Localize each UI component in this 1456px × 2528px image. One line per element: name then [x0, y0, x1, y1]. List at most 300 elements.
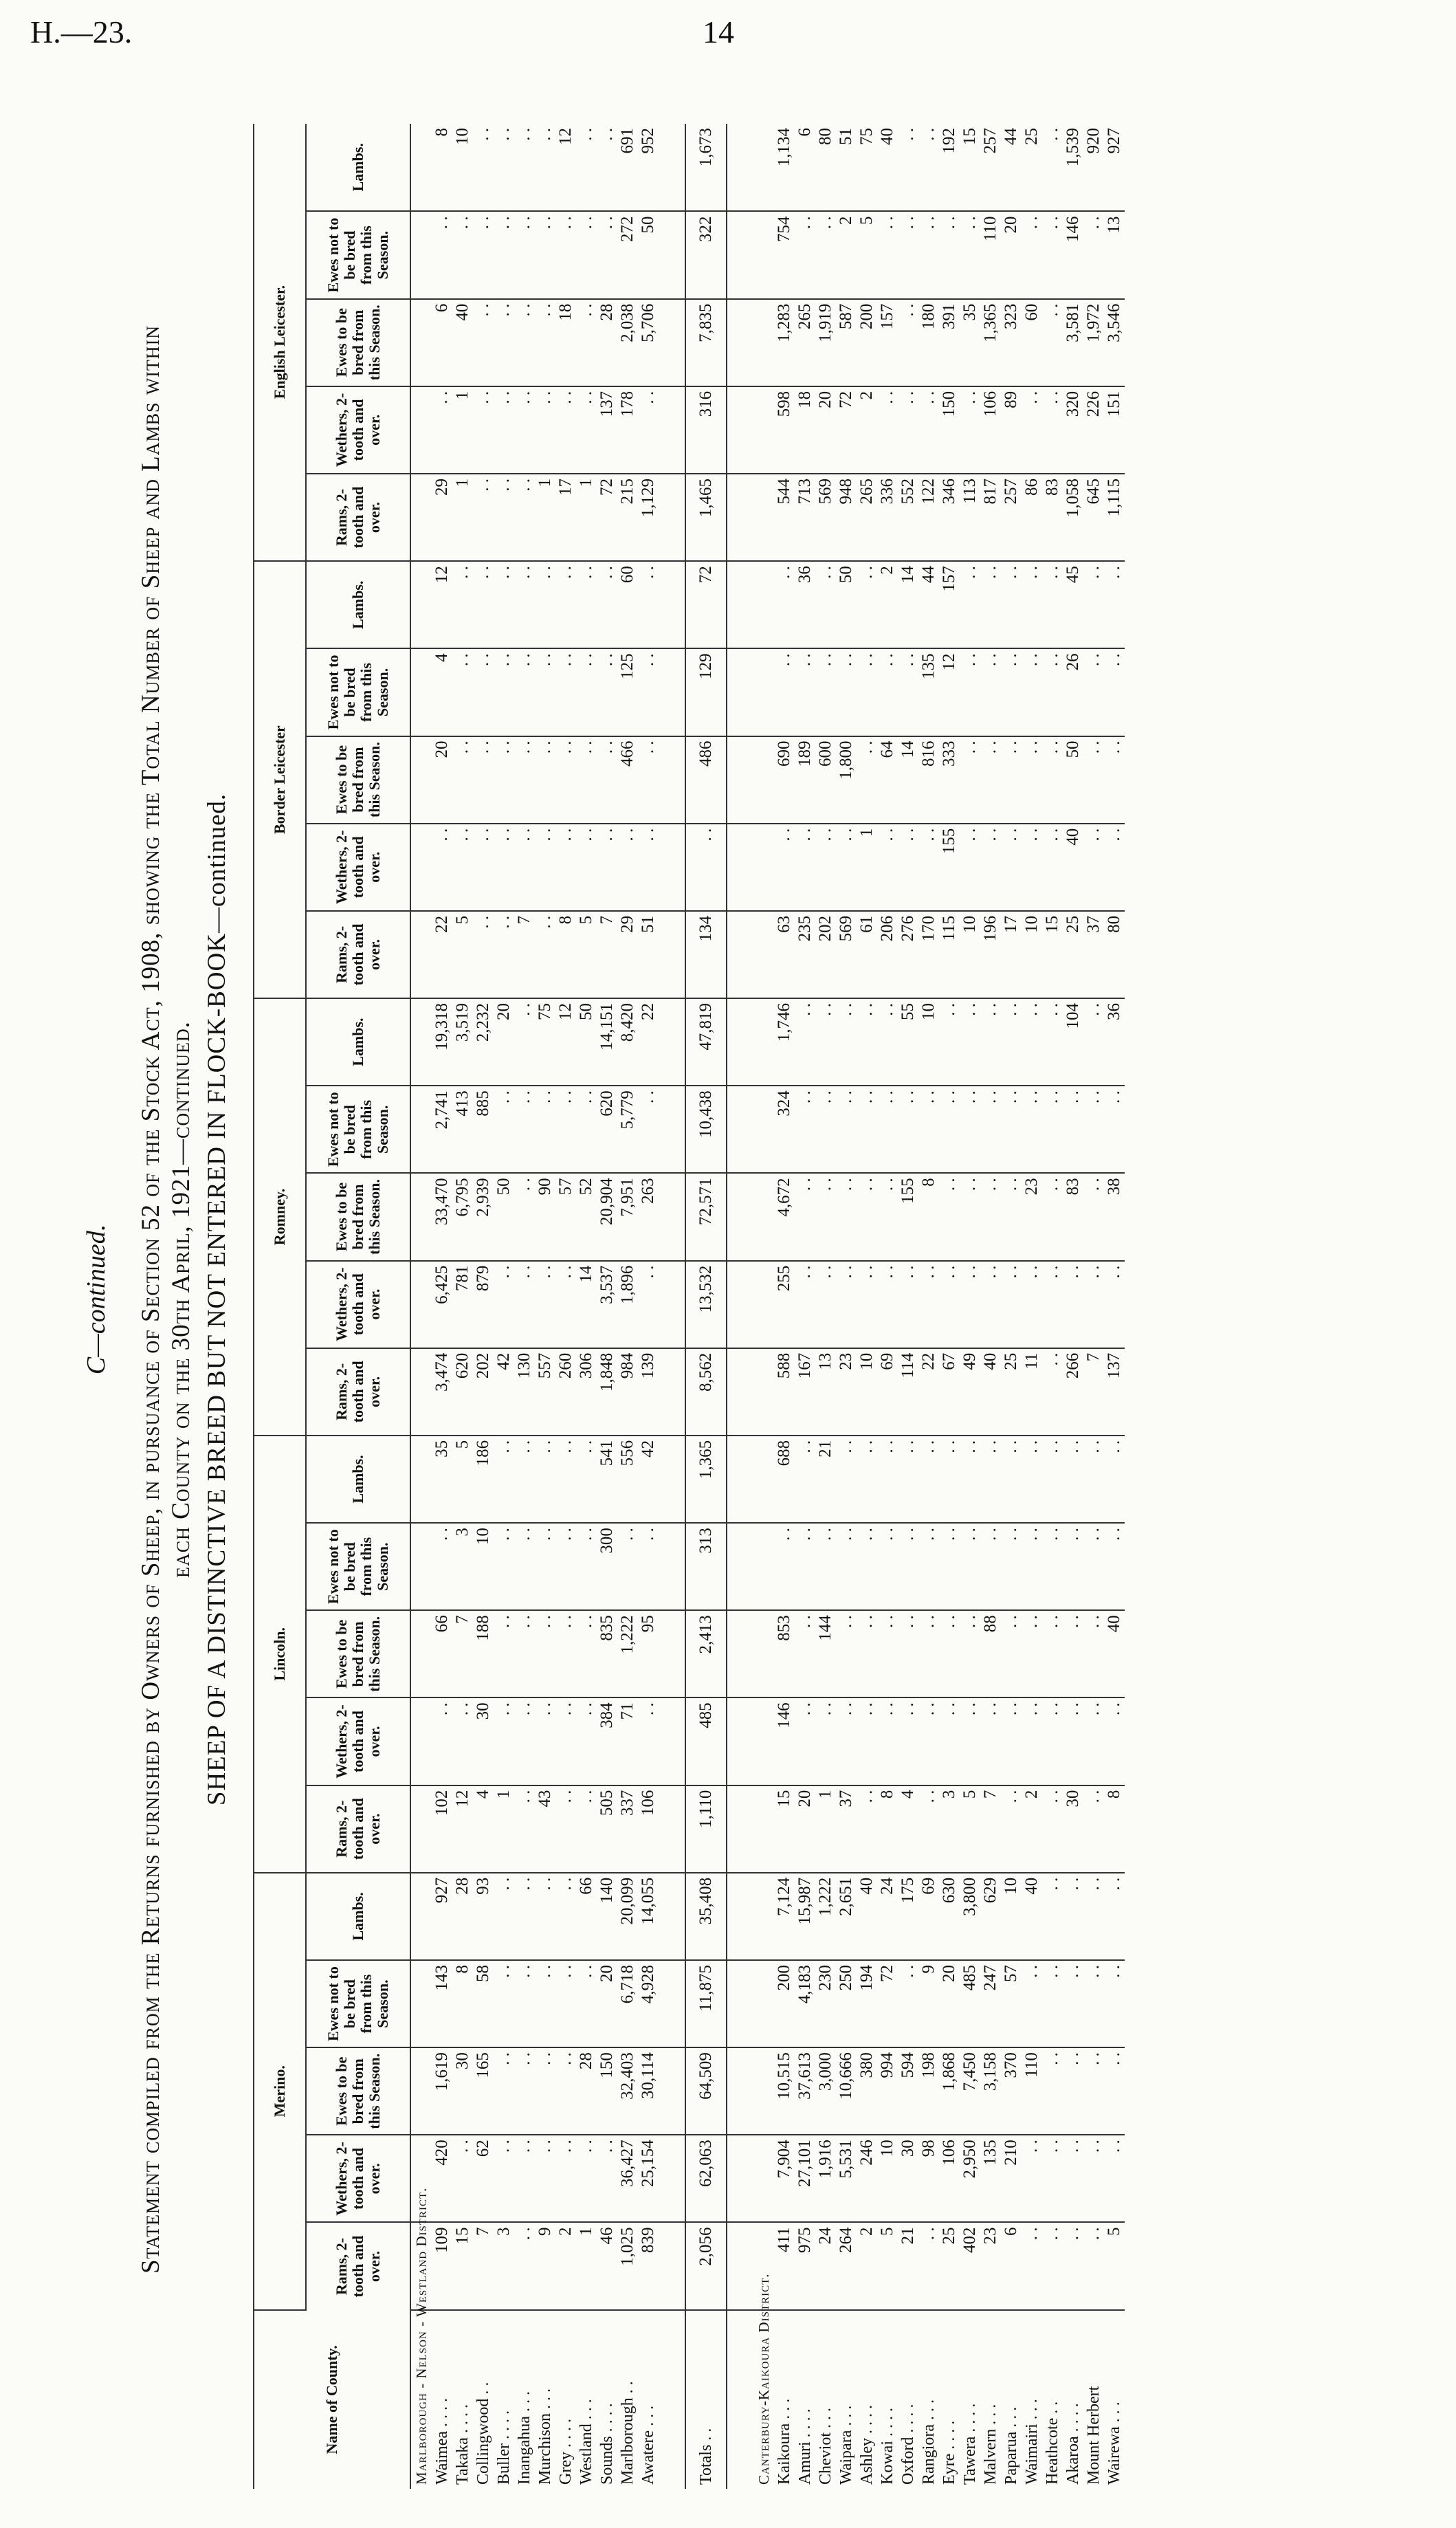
value-cell: . .	[1083, 1785, 1104, 1873]
column-header: Lambs.	[306, 561, 410, 648]
value-cell: 23	[980, 2222, 1001, 2309]
value-cell: . .	[494, 648, 514, 736]
county-row	[939, 124, 960, 2489]
value-cell: . .	[918, 1523, 939, 1610]
value-cell: 206	[877, 911, 898, 998]
value-cell: . .	[939, 1173, 960, 1260]
value-cell: . .	[638, 1261, 659, 1348]
value-cell: . .	[494, 1960, 514, 2047]
value-cell: 23	[1022, 1173, 1042, 1260]
value-cell: . .	[918, 1261, 939, 1348]
statement-line-3: SHEEP OF A DISTINCTIVE BREED BUT NOT ENTERED IN FLOCK-BOOK—continued.	[203, 793, 231, 1806]
value-cell: 3,800	[960, 1873, 980, 1960]
value-cell: . .	[918, 824, 939, 911]
value-cell: 5	[857, 211, 877, 298]
value-cell: . .	[1001, 1086, 1022, 1173]
value-cell: 260	[555, 1348, 576, 1436]
value-cell: . .	[857, 1697, 877, 1785]
value-cell: 6	[1001, 2222, 1022, 2309]
value-cell: 25	[1022, 124, 1042, 211]
county-name: Malvern . . .	[982, 2404, 1000, 2485]
value-cell: . .	[795, 1173, 815, 1260]
value-cell: . .	[1083, 1436, 1104, 1523]
value-cell: . .	[514, 1785, 535, 1873]
value-cell: 36,427	[617, 2135, 638, 2222]
value-cell: 370	[1001, 2047, 1022, 2135]
empty-cell	[410, 1523, 432, 1610]
value-cell: 28	[597, 299, 617, 386]
value-cell: . .	[1042, 124, 1063, 211]
value-cell: . .	[960, 1523, 980, 1610]
county-name: Sounds . . . .	[598, 2403, 616, 2485]
value-cell: . .	[980, 1697, 1001, 1785]
empty-cell	[410, 998, 432, 1086]
value-cell: . .	[576, 211, 597, 298]
value-cell: 975	[795, 2222, 815, 2309]
value-cell: . .	[918, 1697, 939, 1785]
value-cell: 276	[898, 911, 918, 998]
value-cell: 24	[815, 2222, 836, 2309]
value-cell: 2	[555, 2222, 576, 2309]
value-cell: . .	[535, 2047, 555, 2135]
county-name: Rangiora . . .	[920, 2399, 938, 2485]
value-cell: . .	[1022, 736, 1042, 824]
value-cell: 754	[774, 211, 795, 298]
value-cell: . .	[535, 1436, 555, 1523]
value-cell: . .	[1083, 561, 1104, 648]
value-cell: . .	[1042, 1785, 1063, 1873]
value-cell: 113	[960, 474, 980, 561]
value-cell: . .	[877, 211, 898, 298]
value-cell: . .	[857, 1173, 877, 1260]
district-name: Canterbury-Kaikoura District.	[755, 2273, 772, 2485]
value-cell: . .	[1104, 1436, 1125, 1523]
value-cell: 4,672	[774, 1173, 795, 1260]
value-cell: 139	[638, 1348, 659, 1436]
spacer-row	[659, 124, 685, 2489]
value-cell: . .	[1022, 1523, 1042, 1610]
value-cell: 246	[857, 2135, 877, 2222]
value-cell: 12	[939, 648, 960, 736]
county-name: Takaka . . . .	[454, 2404, 472, 2485]
value-cell: . .	[473, 386, 494, 474]
empty-cell	[410, 648, 432, 736]
district-heading-row	[410, 124, 432, 2489]
value-cell: 411	[774, 2222, 795, 2309]
value-cell: . .	[815, 998, 836, 1086]
value-cell: . .	[576, 1960, 597, 2047]
empty-cell	[410, 1873, 432, 1960]
county-name: Heathcote . .	[1044, 2401, 1061, 2485]
value-cell: 1,868	[939, 2047, 960, 2135]
empty-cell	[410, 1261, 432, 1348]
value-cell: 29	[617, 911, 638, 998]
value-cell: . .	[473, 211, 494, 298]
value-cell: 8	[1104, 1785, 1125, 1873]
value-cell: 165	[473, 2047, 494, 2135]
value-cell: 235	[795, 911, 815, 998]
value-cell: 10	[877, 2135, 898, 2222]
value-cell: . .	[638, 1086, 659, 1173]
county-name: Marlborough . .	[619, 2381, 637, 2485]
value-cell: 66	[432, 1610, 452, 1697]
value-cell: . .	[918, 124, 939, 211]
value-cell: 1,283	[774, 299, 795, 386]
value-cell: 1	[857, 824, 877, 911]
value-cell: . .	[597, 2135, 617, 2222]
breed-header-border-leicester: Border Leicester	[254, 561, 306, 998]
value-cell: 247	[980, 1960, 1001, 2047]
value-cell: . .	[452, 561, 473, 648]
value-cell: . .	[432, 386, 452, 474]
value-cell: 25	[1001, 1348, 1022, 1436]
empty-cell	[410, 474, 432, 561]
value-cell: 83	[1042, 474, 1063, 561]
value-cell: . .	[1042, 299, 1063, 386]
value-cell: 7	[1083, 1348, 1104, 1436]
value-cell: 50	[1063, 736, 1083, 824]
value-cell: . .	[1063, 1960, 1083, 2047]
value-cell: 15,987	[795, 1873, 815, 1960]
value-cell: . .	[939, 998, 960, 1086]
value-cell: . .	[918, 1086, 939, 1173]
value-cell: . .	[1104, 1086, 1125, 1173]
empty-cell	[753, 1436, 774, 1523]
value-cell: . .	[774, 824, 795, 911]
value-cell: . .	[1042, 1348, 1063, 1436]
value-cell: . .	[555, 1436, 576, 1523]
value-cell: 1,222	[617, 1610, 638, 1697]
value-cell: 1,673	[685, 124, 727, 211]
value-cell: 71	[617, 1697, 638, 1785]
empty-cell	[659, 1610, 685, 1697]
value-cell: 8	[432, 124, 452, 211]
value-cell: . .	[1063, 2047, 1083, 2135]
value-cell: . .	[535, 1873, 555, 1960]
value-cell: 3,537	[597, 1261, 617, 1348]
column-header: Ewes not to be bred from this Season.	[306, 211, 410, 298]
empty-cell	[410, 911, 432, 998]
value-cell: . .	[555, 648, 576, 736]
value-cell: . .	[494, 911, 514, 998]
value-cell: . .	[514, 1261, 535, 1348]
value-cell: . .	[494, 736, 514, 824]
value-cell: . .	[576, 1436, 597, 1523]
value-cell: . .	[836, 1173, 857, 1260]
value-cell: 106	[980, 386, 1001, 474]
county-name: Waimea . . . .	[433, 2397, 451, 2485]
value-cell: . .	[898, 1261, 918, 1348]
value-cell: 505	[597, 1785, 617, 1873]
value-cell: 7,904	[774, 2135, 795, 2222]
value-cell: . .	[473, 648, 494, 736]
value-cell: . .	[514, 1523, 535, 1610]
county-row	[918, 124, 939, 2489]
value-cell: 2	[836, 211, 857, 298]
value-cell: . .	[1022, 1086, 1042, 1173]
value-cell: . .	[960, 1436, 980, 1523]
value-cell: . .	[1001, 1261, 1022, 1348]
value-cell: 4	[473, 1785, 494, 1873]
value-cell: . .	[836, 998, 857, 1086]
value-cell: 6	[795, 124, 815, 211]
value-cell: 413	[452, 1086, 473, 1173]
value-cell: 135	[918, 648, 939, 736]
value-cell: . .	[576, 2135, 597, 2222]
value-cell: . .	[576, 1523, 597, 1610]
value-cell: . .	[980, 824, 1001, 911]
value-cell: 2,741	[432, 1086, 452, 1173]
value-cell: . .	[494, 124, 514, 211]
value-cell: 90	[535, 1173, 555, 1260]
value-cell: 337	[617, 1785, 638, 1873]
value-cell: 230	[815, 1960, 836, 2047]
value-cell: . .	[1022, 824, 1042, 911]
continued-title: C—continued.	[82, 1224, 111, 1375]
value-cell: 40	[1104, 1610, 1125, 1697]
value-cell: 5,779	[617, 1086, 638, 1173]
empty-cell	[727, 1873, 753, 1960]
value-cell: 1	[494, 1785, 514, 1873]
district-heading-row	[753, 124, 774, 2489]
value-cell: 80	[1104, 911, 1125, 998]
value-cell: . .	[898, 299, 918, 386]
value-cell: . .	[1042, 1436, 1063, 1523]
empty-cell	[727, 1785, 753, 1873]
value-cell: 384	[597, 1697, 617, 1785]
column-header: Ewes not to be bred from this Season.	[306, 1523, 410, 1610]
value-cell: . .	[494, 211, 514, 298]
value-cell: 28	[452, 1873, 473, 1960]
value-cell: . .	[555, 1610, 576, 1697]
value-cell: . .	[638, 1523, 659, 1610]
value-cell: 20	[795, 1785, 815, 1873]
value-cell: 26	[1063, 648, 1083, 736]
value-cell: . .	[877, 1610, 898, 1697]
value-cell: . .	[494, 561, 514, 648]
value-cell: 3,519	[452, 998, 473, 1086]
value-cell: . .	[638, 561, 659, 648]
value-cell: . .	[494, 824, 514, 911]
value-cell: 2,038	[617, 299, 638, 386]
value-cell: . .	[514, 561, 535, 648]
empty-cell	[659, 1173, 685, 1260]
value-cell: . .	[514, 648, 535, 736]
value-cell: . .	[535, 1610, 555, 1697]
column-header: Lambs.	[306, 124, 410, 211]
value-cell: 18	[555, 299, 576, 386]
value-cell: 202	[473, 1348, 494, 1436]
value-cell: 620	[452, 1348, 473, 1436]
value-cell: 194	[857, 1960, 877, 2047]
value-cell: . .	[1104, 1697, 1125, 1785]
value-cell: . .	[473, 561, 494, 648]
empty-cell	[727, 1261, 753, 1348]
value-cell: . .	[857, 1785, 877, 1873]
value-cell: 60	[1022, 299, 1042, 386]
empty-cell	[659, 299, 685, 386]
value-cell: 620	[597, 1086, 617, 1173]
value-cell: . .	[1042, 211, 1063, 298]
value-cell: 3,474	[432, 1348, 452, 1436]
value-cell: . .	[452, 1697, 473, 1785]
value-cell: 5	[576, 911, 597, 998]
value-cell: 14,151	[597, 998, 617, 1086]
value-cell: 1,129	[638, 474, 659, 561]
value-cell: . .	[1042, 1261, 1063, 1348]
value-cell: . .	[1063, 1436, 1083, 1523]
value-cell: 50	[638, 211, 659, 298]
column-header: Ewes not to be bred from this Season.	[306, 648, 410, 736]
value-cell: . .	[774, 561, 795, 648]
county-name: Oxford . . . .	[899, 2404, 917, 2485]
county-name-header: Name of County.	[254, 2310, 410, 2489]
value-cell: . .	[960, 561, 980, 648]
value-cell: 40	[452, 299, 473, 386]
value-cell: . .	[494, 2135, 514, 2222]
empty-cell	[727, 1436, 753, 1523]
value-cell: 122	[918, 474, 939, 561]
value-cell: 57	[1001, 1960, 1022, 2047]
value-cell: 12	[555, 998, 576, 1086]
value-cell: . .	[918, 1610, 939, 1697]
column-header: Lambs.	[306, 998, 410, 1086]
value-cell: 178	[617, 386, 638, 474]
value-cell: . .	[1083, 211, 1104, 298]
value-cell: . .	[535, 1697, 555, 1785]
value-cell: . .	[1083, 1873, 1104, 1960]
value-cell: . .	[555, 1086, 576, 1173]
value-cell: . .	[1042, 386, 1063, 474]
value-cell: . .	[514, 2047, 535, 2135]
empty-cell	[753, 211, 774, 298]
value-cell: 198	[918, 2047, 939, 2135]
value-cell: 7	[473, 2222, 494, 2309]
value-cell: 569	[815, 474, 836, 561]
value-cell: . .	[898, 648, 918, 736]
value-cell: 175	[898, 1873, 918, 1960]
value-cell: . .	[774, 648, 795, 736]
value-cell: . .	[555, 2047, 576, 2135]
value-cell: 25	[939, 2222, 960, 2309]
county-name: Wairewa . . .	[1105, 2401, 1123, 2485]
value-cell: 23	[836, 1348, 857, 1436]
empty-cell	[410, 561, 432, 648]
value-cell: . .	[1042, 2135, 1063, 2222]
value-cell: . .	[1083, 2047, 1104, 2135]
value-cell: 13	[1104, 211, 1125, 298]
value-cell: . .	[1001, 648, 1022, 736]
value-cell: . .	[1063, 1873, 1083, 1960]
value-cell: . .	[1083, 648, 1104, 736]
value-cell: . .	[452, 2135, 473, 2222]
value-cell: 1	[452, 386, 473, 474]
value-cell: . .	[898, 386, 918, 474]
value-cell: 200	[774, 1960, 795, 2047]
county-row	[836, 124, 857, 2489]
value-cell: . .	[836, 1523, 857, 1610]
value-cell: 62	[473, 2135, 494, 2222]
value-cell: 920	[1083, 124, 1104, 211]
value-cell: . .	[1042, 1697, 1063, 1785]
value-cell: . .	[1083, 1173, 1104, 1260]
value-cell: . .	[795, 1697, 815, 1785]
empty-cell	[727, 1086, 753, 1173]
value-cell: . .	[432, 824, 452, 911]
value-cell: 588	[774, 1348, 795, 1436]
breed-header-romney: Romney.	[254, 998, 306, 1436]
value-cell: 49	[960, 1348, 980, 1436]
value-cell: . .	[960, 1086, 980, 1173]
value-cell: 62,063	[685, 2135, 727, 2222]
empty-cell	[727, 911, 753, 998]
column-header: Wethers, 2-tooth and over.	[306, 2135, 410, 2222]
empty-cell	[410, 2047, 432, 2135]
county-row	[1042, 124, 1063, 2489]
value-cell: 306	[576, 1348, 597, 1436]
value-cell: 265	[795, 299, 815, 386]
value-cell: 13	[815, 1348, 836, 1436]
value-cell: 300	[597, 1523, 617, 1610]
empty-cell	[410, 124, 432, 211]
value-cell: . .	[815, 1697, 836, 1785]
empty-cell	[753, 1873, 774, 1960]
value-cell: . .	[1104, 2135, 1125, 2222]
value-cell: 19,318	[432, 998, 452, 1086]
empty-cell	[753, 2135, 774, 2222]
value-cell: 9	[535, 2222, 555, 2309]
value-cell: 36	[795, 561, 815, 648]
empty-cell	[753, 998, 774, 1086]
value-cell: . .	[685, 824, 727, 911]
value-cell: 21	[898, 2222, 918, 2309]
value-cell: 3	[452, 1523, 473, 1610]
value-cell: . .	[774, 1523, 795, 1610]
value-cell: . .	[535, 299, 555, 386]
value-cell: 466	[617, 736, 638, 824]
value-cell: . .	[514, 998, 535, 1086]
value-cell: 324	[774, 1086, 795, 1173]
county-row	[514, 124, 535, 2489]
value-cell: 3	[494, 2222, 514, 2309]
value-cell: 2,413	[685, 1610, 727, 1697]
value-cell: 1,619	[432, 2047, 452, 2135]
value-cell: 645	[1083, 474, 1104, 561]
value-cell: . .	[939, 1697, 960, 1785]
county-name: Cheviot . . .	[817, 2408, 835, 2485]
value-cell: . .	[1083, 1697, 1104, 1785]
empty-cell	[727, 561, 753, 648]
value-cell: . .	[960, 824, 980, 911]
value-cell: . .	[815, 1261, 836, 1348]
value-cell: 72	[877, 1960, 898, 2047]
value-cell: 15	[1042, 911, 1063, 998]
value-cell: 1,465	[685, 474, 727, 561]
value-cell: . .	[555, 1261, 576, 1348]
empty-cell	[659, 1960, 685, 2047]
value-cell: . .	[877, 1697, 898, 1785]
value-cell: . .	[815, 1523, 836, 1610]
spacer-row	[727, 124, 753, 2489]
empty-cell	[727, 2047, 753, 2135]
value-cell: . .	[898, 1697, 918, 1785]
value-cell: 13,532	[685, 1261, 727, 1348]
value-cell: 885	[473, 1086, 494, 1173]
value-cell: 320	[1063, 386, 1083, 474]
rotated-table-page	[81, 110, 1374, 2489]
value-cell: . .	[857, 648, 877, 736]
value-cell: 853	[774, 1610, 795, 1697]
